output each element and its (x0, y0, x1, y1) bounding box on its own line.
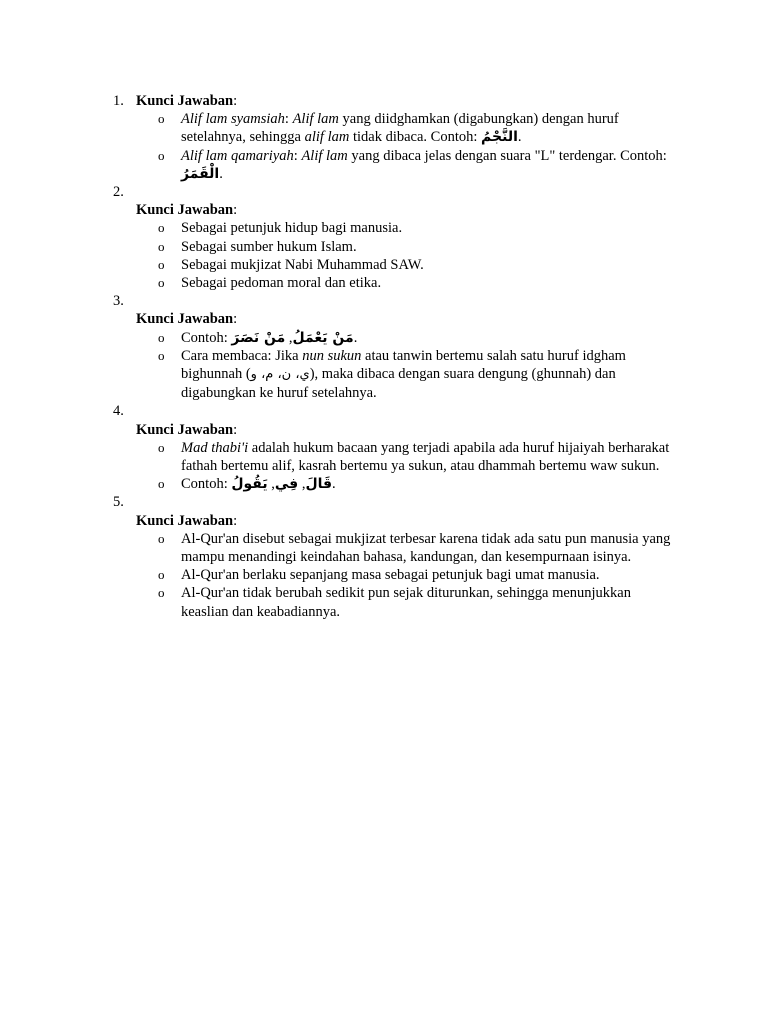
list-item: o Contoh: قَالَ, فِي, يَقُولُ . (158, 476, 336, 493)
answer-heading-label: Kunci Jawaban (136, 512, 234, 529)
arabic-example: مَنْ نَصَرَ (231, 329, 286, 346)
answer-item-2 (0, 183, 768, 292)
bullet-icon: o (158, 147, 165, 163)
answer-heading: Kunci Jawaban: (136, 93, 238, 109)
arabic-example: النَّجْمُ (481, 129, 518, 146)
item-number: 4. (113, 403, 124, 420)
list-item: o Al-Qur'an berlaku sepanjang masa sebagai petunjuk bagi umat manusia. (158, 567, 600, 584)
bullet-icon: o (158, 275, 165, 291)
list-item: o Sebagai mukjizat Nabi Muhammad SAW. (158, 256, 424, 273)
list-item: o Sebagai sumber hukum Islam. (158, 238, 357, 255)
arabic-example: الْقَمَرُ (181, 165, 220, 182)
list-item: o Mad thabi'i adalah hukum bacaan yang terjadi apabila ada huruf hijaiyah berharakat fathah bertemu alif, kasrah bertemu ya sukun, atau dhammah bertemu waw sukun. (158, 439, 670, 475)
arabic-example: يَقُولُ (231, 476, 268, 493)
sub-list (136, 329, 768, 403)
answer-list (0, 92, 768, 621)
answer-heading-label: Kunci Jawaban (136, 202, 234, 219)
list-item: o Contoh: مَنْ يَعْمَلُ, مَنْ نَصَرَ . (158, 329, 358, 346)
sub-list (136, 110, 768, 183)
list-item: o Al-Qur'an tidak berubah sedikit pun sejak diturunkan, sehingga menunjukkan keaslian dan keabadiannya. (158, 585, 631, 620)
list-item: o Alif lam qamariyah: Alif lam yang dibaca jelas dengan suara "L" terdengar. Contoh: الْقَمَرُ. (158, 147, 667, 182)
item-number: 1. (113, 93, 124, 109)
answer-heading-label: Kunci Jawaban (136, 311, 234, 328)
sub-list (136, 439, 768, 494)
sub-list (136, 530, 768, 621)
bullet-icon: o (158, 530, 165, 546)
arabic-letters: ي، ن، م، و (250, 367, 310, 383)
answer-heading: Kunci Jawaban: (136, 202, 238, 219)
list-item: o Al-Qur'an disebut sebagai mukjizat terbesar karena tidak ada satu pun manusia yang mampu menandingi keindahan bahasa, kandungan, dan kesempurnaan isinya. (158, 530, 671, 566)
arabic-example: مَنْ يَعْمَلُ (292, 329, 354, 346)
item-number: 5. (113, 494, 124, 511)
answer-heading: Kunci Jawaban: (136, 311, 238, 328)
item-number: 2. (113, 184, 124, 201)
list-item: o Alif lam syamsiah: Alif lam yang diidghamkan (digabungkan) dengan huruf setelahnya, sehingga alif lam tidak dibaca. Contoh: النَّجْمُ. (158, 111, 619, 146)
bullet-icon: o (158, 256, 165, 272)
answer-document (0, 92, 768, 621)
item-number: 3. (113, 293, 124, 310)
bullet-icon: o (158, 439, 165, 455)
bullet-icon: o (158, 111, 165, 127)
list-item: o Sebagai pedoman moral dan etika. (158, 275, 382, 292)
bullet-icon: o (158, 238, 165, 254)
answer-heading-label: Kunci Jawaban (136, 93, 234, 109)
arabic-example: قَالَ (305, 476, 333, 493)
bullet-icon: o (158, 329, 165, 345)
sub-list (136, 219, 768, 292)
bullet-icon: o (158, 220, 165, 236)
bullet-icon: o (158, 585, 165, 601)
bullet-icon: o (158, 347, 165, 363)
answer-heading: Kunci Jawaban: (136, 512, 238, 529)
list-item: o Cara membaca: Jika nun sukun atau tanwin bertemu salah satu huruf idgham bighunnah (ي، ن، م، و), maka dibaca dengan suara dengung (ghunnah) dan digabungkan ke huruf setelahnya. (158, 347, 626, 402)
answer-heading-label: Kunci Jawaban (136, 421, 234, 438)
bullet-icon: o (158, 476, 165, 492)
answer-heading: Kunci Jawaban: (136, 421, 238, 438)
answer-item-4 (0, 402, 768, 493)
answer-item-1 (0, 92, 768, 183)
bullet-icon: o (158, 567, 165, 583)
arabic-example: فِي (274, 476, 299, 493)
list-item: o Sebagai petunjuk hidup bagi manusia. (158, 220, 403, 237)
answer-item-5 (0, 493, 768, 620)
answer-item-3 (0, 292, 768, 402)
